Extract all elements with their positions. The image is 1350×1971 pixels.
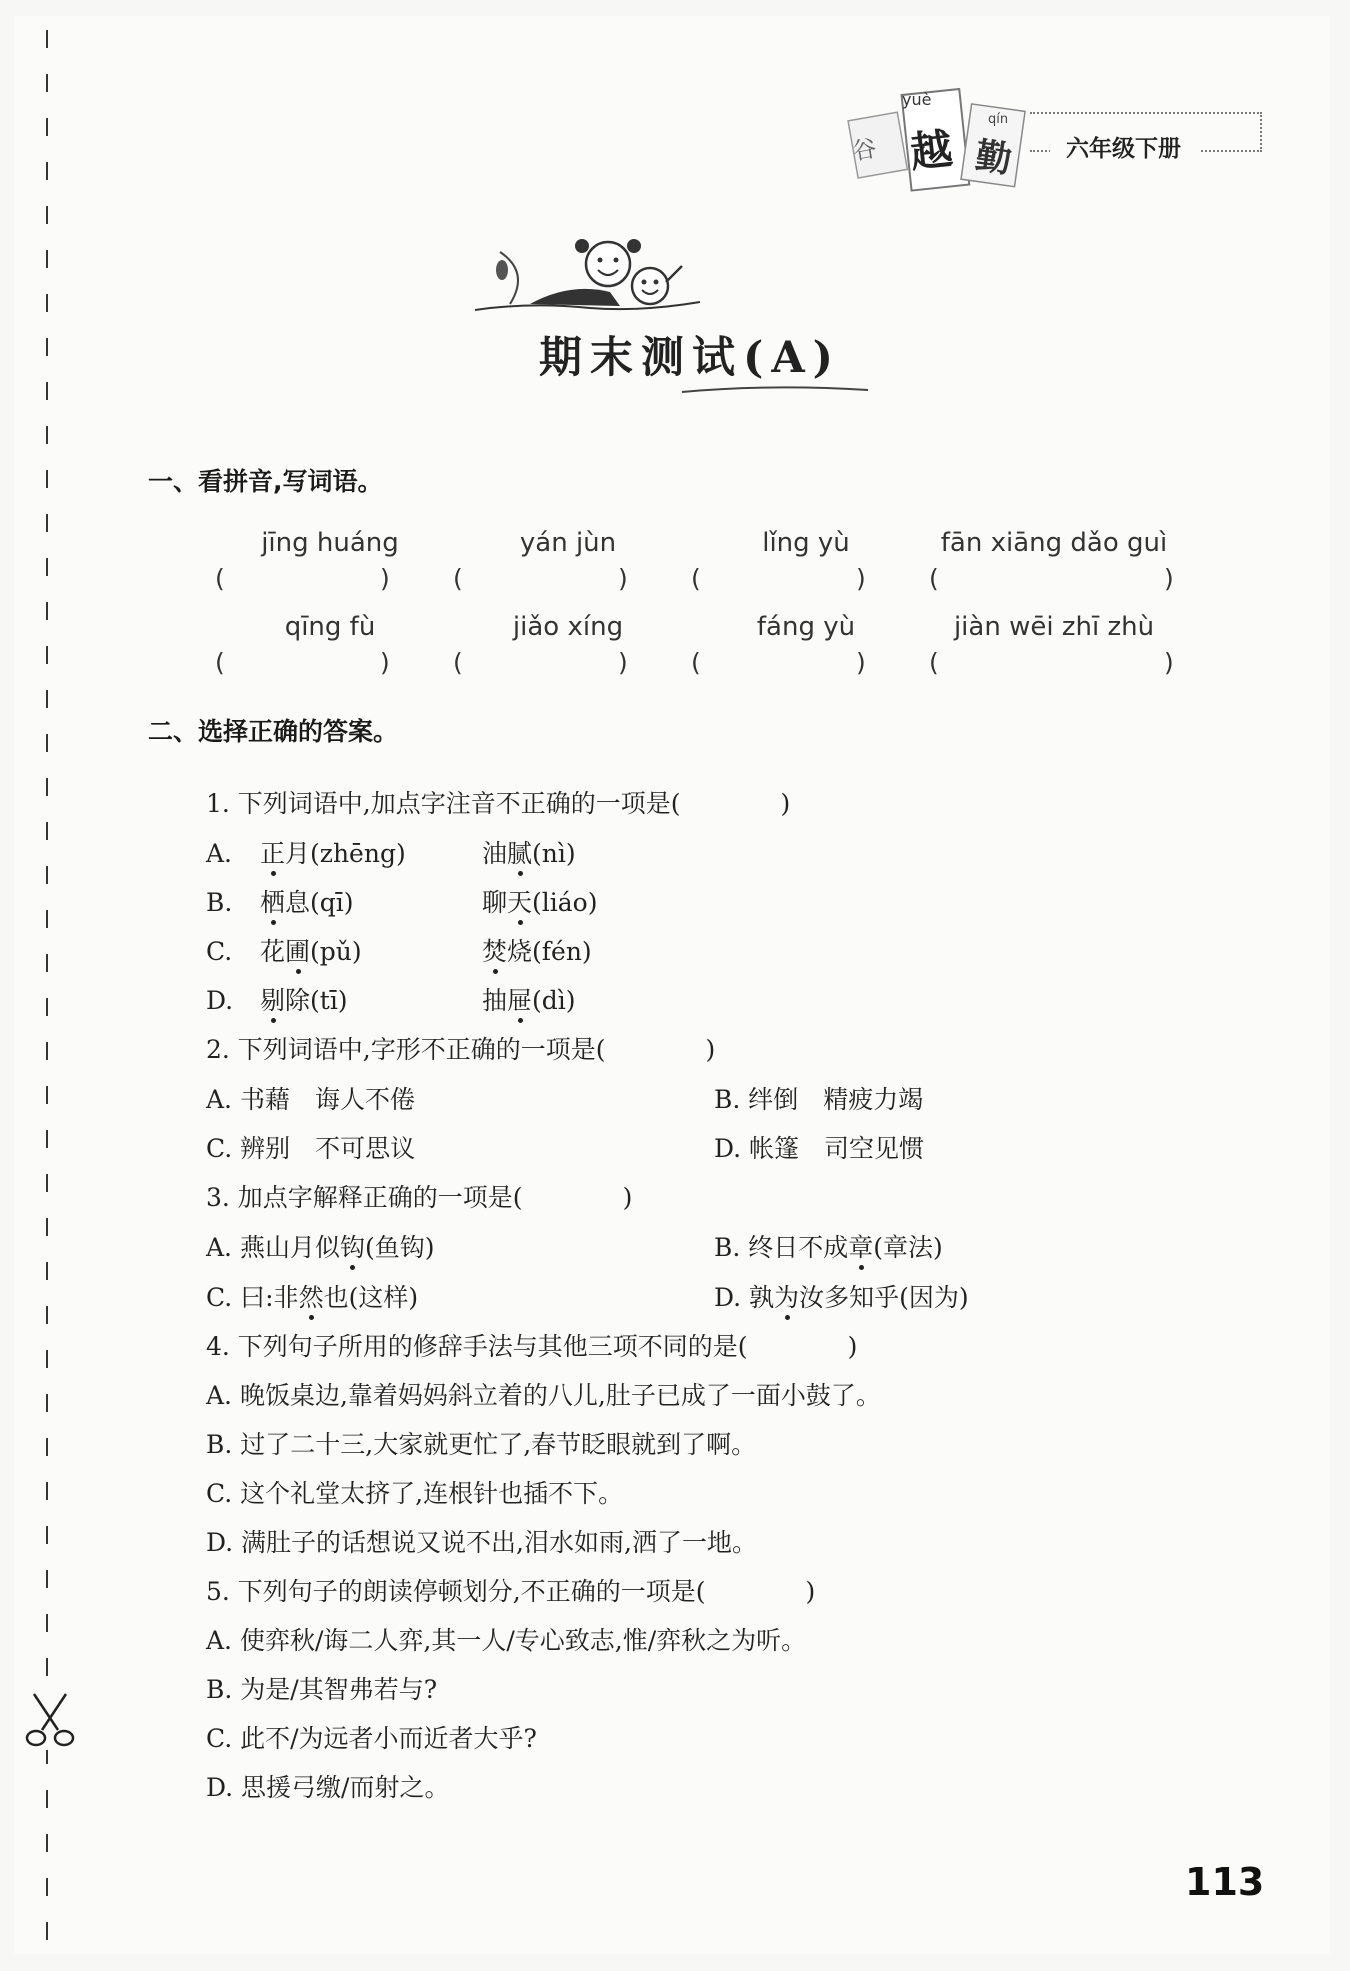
answer-paren-open: ( — [691, 564, 701, 593]
option-text: (liáo) — [532, 888, 598, 917]
question-5-option-d[interactable]: D. 思援弓缴/而射之。 — [206, 1773, 450, 1802]
question-5-option-b[interactable]: B. 为是/其智弗若与? — [206, 1675, 438, 1704]
dotted-char: 章 — [848, 1228, 873, 1264]
question-2-stem — [206, 1030, 715, 1066]
answer-paren-close[interactable]: ) — [1164, 648, 1174, 677]
question-4-option-b[interactable]: B. 过了二十三,大家就更忙了,春节眨眼就到了啊。 — [206, 1430, 757, 1459]
pinyin-text: jiàn wēi zhī zhù — [953, 612, 1155, 642]
option-label: A. — [206, 839, 233, 868]
question-5-option-c[interactable]: C. 此不/为远者小而近者大乎? — [206, 1724, 537, 1753]
scissors-icon — [22, 1690, 78, 1750]
section-1-heading: 一、看拼音,写词语。 — [148, 467, 383, 496]
question-3-option-c[interactable] — [206, 1278, 418, 1314]
option-second-word — [482, 932, 592, 968]
pinyin-text: yán jùn — [519, 528, 617, 558]
kids-illustration — [470, 232, 710, 332]
dotted-char: 天 — [507, 883, 532, 919]
option-text: 也(这样) — [323, 1283, 419, 1312]
option-text: C. 曰:非 — [206, 1283, 299, 1312]
option-label: B. — [206, 888, 233, 917]
answer-paren-open: ( — [215, 648, 225, 677]
dotted-char: 圃 — [285, 932, 310, 968]
question-1-option-d[interactable] — [206, 981, 576, 1017]
question-2-option-a[interactable]: A. 书藉 诲人不倦 — [206, 1085, 415, 1114]
option-second-word — [482, 883, 598, 919]
question-1-option-a[interactable] — [206, 834, 576, 870]
question-5-text: 5. 下列句子的朗读停顿划分,不正确的一项是( — [206, 1577, 706, 1606]
option-text: (章法) — [873, 1233, 943, 1262]
logo-char-gu: 谷 — [850, 134, 879, 166]
answer-paren-close[interactable]: ) — [856, 648, 866, 677]
question-2-text: 2. 下列词语中,字形不正确的一项是( — [206, 1035, 606, 1064]
question-1-option-b[interactable] — [206, 883, 598, 919]
answer-paren-open: ( — [453, 564, 463, 593]
option-text: 抽 — [482, 986, 508, 1015]
question-4-option-c[interactable]: C. 这个礼堂太挤了,连根针也插不下。 — [206, 1479, 624, 1508]
question-1-text: 1. 下列词语中,加点字注音不正确的一项是( — [206, 789, 681, 818]
question-4-option-d[interactable]: D. 满肚子的话想说又说不出,泪水如雨,洒了一地。 — [206, 1528, 757, 1557]
logo-pinyin-yue: yuè — [902, 90, 932, 109]
question-3-option-d[interactable] — [714, 1278, 969, 1314]
question-3-option-b[interactable] — [714, 1228, 943, 1264]
question-close-paren: ) — [805, 1577, 816, 1606]
option-label: C. — [206, 937, 233, 966]
grade-label: 六年级下册 — [1066, 136, 1181, 162]
question-4-option-a[interactable]: A. 晚饭桌边,靠着妈妈斜立着的八儿,肚子已成了一面小鼓了。 — [206, 1381, 881, 1410]
option-second-word — [482, 834, 576, 870]
answer-paren-close[interactable]: ) — [380, 564, 390, 593]
option-text: 月(zhēng) — [285, 839, 406, 868]
logo-pinyin-qin: qín — [988, 112, 1009, 127]
question-3-text: 3. 加点字解释正确的一项是( — [206, 1183, 523, 1212]
question-3-stem — [206, 1178, 632, 1214]
question-close-paren: ) — [780, 789, 791, 818]
option-text: B. 终日不成 — [714, 1233, 849, 1262]
dotted-char: 焚 — [482, 932, 507, 968]
option-text: 烧(fén) — [507, 937, 592, 966]
dotted-char: 剔 — [260, 981, 285, 1017]
title-underline — [680, 380, 870, 400]
pinyin-text: jīng huáng — [261, 528, 399, 558]
cut-line — [46, 30, 48, 1950]
answer-paren-open: ( — [929, 564, 939, 593]
dotted-char: 栖 — [260, 883, 285, 919]
option-second-word — [482, 981, 576, 1017]
option-text: 息(qī) — [285, 888, 354, 917]
question-2-option-d[interactable]: D. 帐篷 司空见惯 — [714, 1134, 925, 1163]
option-text: (鱼钩) — [364, 1233, 435, 1262]
logo-char-qin: 勤 — [972, 134, 1015, 182]
option-text: 聊 — [482, 888, 508, 917]
answer-paren-open: ( — [215, 564, 225, 593]
question-3-option-a[interactable] — [206, 1228, 434, 1264]
page-number: 113 — [1185, 1860, 1265, 1904]
question-close-paren: ) — [847, 1332, 858, 1361]
question-1-option-c[interactable] — [206, 932, 592, 968]
option-text: 花 — [260, 937, 286, 966]
dotted-char: 正 — [260, 834, 285, 870]
pinyin-row-1 — [200, 528, 1200, 598]
question-5-option-a[interactable]: A. 使弈秋/诲二人弈,其一人/专心致志,惟/弈秋之为听。 — [206, 1626, 807, 1655]
question-close-paren: ) — [622, 1183, 633, 1212]
option-text: D. 孰 — [714, 1283, 775, 1312]
answer-paren-open: ( — [453, 648, 463, 677]
answer-paren-close[interactable]: ) — [380, 648, 390, 677]
answer-paren-open: ( — [691, 648, 701, 677]
option-text: (dì) — [532, 986, 576, 1015]
dotted-char: 为 — [774, 1278, 799, 1314]
section-2-heading: 二、选择正确的答案。 — [148, 717, 399, 746]
page-title: 期末测试(A) — [538, 333, 842, 383]
dotted-char: 屉 — [507, 981, 532, 1017]
question-4-stem — [206, 1327, 857, 1363]
pinyin-text: jiǎo xíng — [512, 612, 624, 642]
answer-paren-open: ( — [929, 648, 939, 677]
logo-char-yue: 越 — [907, 123, 955, 178]
pinyin-text: qīng fù — [284, 612, 376, 642]
question-close-paren: ) — [705, 1035, 716, 1064]
question-2-option-c[interactable]: C. 辨别 不可思议 — [206, 1134, 416, 1163]
answer-paren-close[interactable]: ) — [618, 648, 628, 677]
pinyin-text: fān xiāng dǎo guì — [940, 528, 1168, 558]
question-5-stem — [206, 1572, 815, 1608]
question-4-text: 4. 下列句子所用的修辞手法与其他三项不同的是( — [206, 1332, 748, 1361]
option-text: 油 — [482, 839, 508, 868]
dotted-char: 钩 — [340, 1228, 365, 1264]
answer-paren-close[interactable]: ) — [618, 564, 628, 593]
option-text: (nì) — [532, 839, 576, 868]
option-text: 汝多知乎(因为) — [799, 1283, 969, 1312]
pinyin-row-2 — [200, 612, 1200, 682]
answer-paren-close[interactable]: ) — [856, 564, 866, 593]
question-2-option-b[interactable]: B. 绊倒 精疲力竭 — [714, 1085, 924, 1114]
answer-paren-close[interactable]: ) — [1164, 564, 1174, 593]
option-label: D. — [206, 986, 234, 1015]
dotted-char: 腻 — [507, 834, 532, 870]
option-text: 除(tī) — [285, 986, 348, 1015]
dotted-char: 然 — [299, 1278, 324, 1314]
option-text: A. 燕山月似 — [206, 1233, 340, 1262]
option-text: (pǔ) — [310, 937, 362, 966]
pinyin-text: lǐng yù — [762, 528, 850, 558]
question-1-stem — [206, 784, 790, 820]
pinyin-text: fáng yù — [756, 612, 856, 642]
